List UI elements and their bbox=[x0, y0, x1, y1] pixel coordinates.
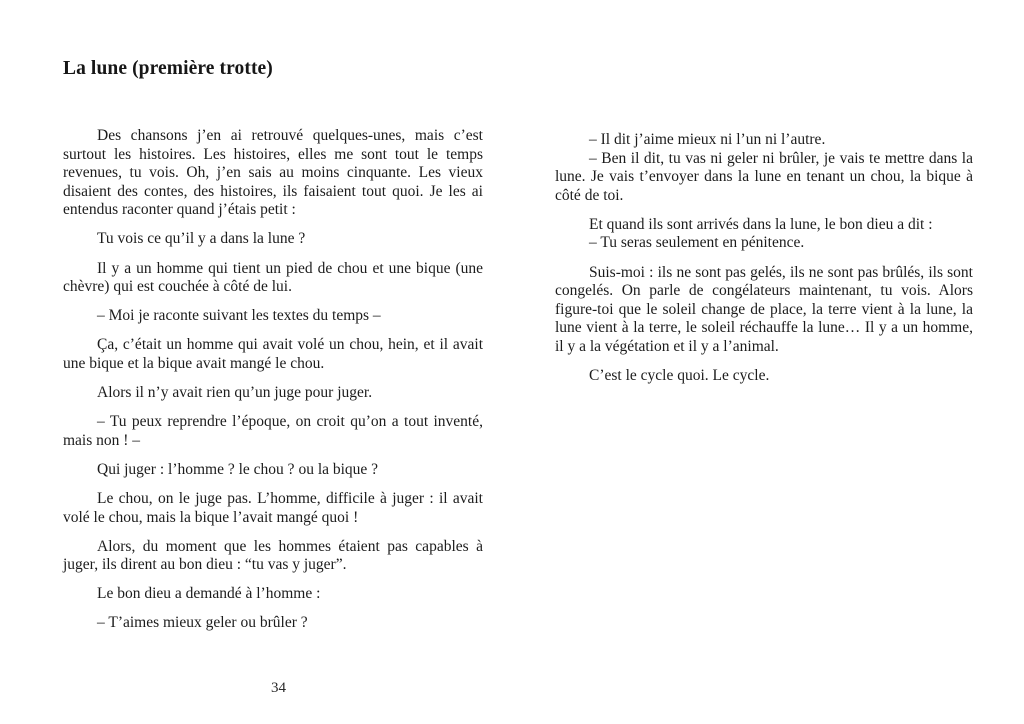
paragraph: Alors il n’y avait rien qu’un juge pour juger. bbox=[97, 384, 373, 402]
paragraph: Ça, c’était un homme qui avait volé un chou, hein, et il avait une bique et la bique avait mangé le chou. bbox=[63, 336, 483, 372]
paragraph: – Moi je raconte suivant les textes du temps – bbox=[97, 307, 381, 325]
paragraph: Le bon dieu a demandé à l’homme : bbox=[97, 585, 321, 603]
paragraph: Tu vois ce qu’il y a dans la lune ? bbox=[97, 230, 306, 248]
paragraph: – Tu seras seulement en pénitence. bbox=[589, 234, 805, 252]
paragraph: Le chou, on le juge pas. L’homme, difficile à juger : il avait volé le chou, mais la bique l’avait mangé quoi ! bbox=[63, 489, 483, 526]
left-column bbox=[63, 127, 483, 643]
chapter-title: La lune (première trotte) bbox=[63, 58, 273, 79]
paragraph: – T’aimes mieux geler ou brûler ? bbox=[97, 614, 308, 632]
paragraph: – Il dit j’aime mieux ni l’un ni l’autre. bbox=[589, 131, 826, 148]
right-column bbox=[555, 131, 973, 396]
page-number: 34 bbox=[271, 680, 286, 696]
paragraph: – Ben il dit, tu vas ni geler ni brûler, je vais te mettre dans la lune. Je vais t’envoyer dans la lune en tenant un chou, la bique à côté de toi. bbox=[555, 149, 973, 204]
paragraph: – Tu peux reprendre l’époque, on croit qu’on a tout inventé, mais non ! – bbox=[63, 413, 483, 449]
paragraph: Et quand ils sont arrivés dans la lune, le bon dieu a dit : bbox=[589, 215, 933, 233]
paragraph: Il y a un homme qui tient un pied de chou et une bique (une chèvre) qui est couchée à côté de lui. bbox=[63, 259, 483, 296]
paragraph: Suis-moi : ils ne sont pas gelés, ils ne sont pas brûlés, ils sont congelés. On parle de congélateurs maintenant, tu vois. Alors figure-toi que le soleil change de place, la terre vient à la lune, la lune vient à la terre, le soleil réchauffe la lune… Il y a un homme, il y a la végétation et il y a l’animal. bbox=[555, 263, 973, 355]
paragraph: Alors, du moment que les hommes étaient pas capables à juger, ils dirent au bon dieu : “tu vas y juger”. bbox=[63, 537, 483, 574]
paragraph: C’est le cycle quoi. Le cycle. bbox=[589, 367, 770, 385]
paragraph: Qui juger : l’homme ? le chou ? ou la bique ? bbox=[97, 460, 379, 478]
paragraph: Des chansons j’en ai retrouvé quelques-unes, mais c’est surtout les histoires. Les histoires, elles me sont tout le temps revenues, tu vois. Oh, j’en sais au moins cinquante. Les vieux disaient des contes, des histoires, ils faisaient tout quoi. Je les ai entendus raconter quand j’étais petit : bbox=[63, 127, 483, 219]
